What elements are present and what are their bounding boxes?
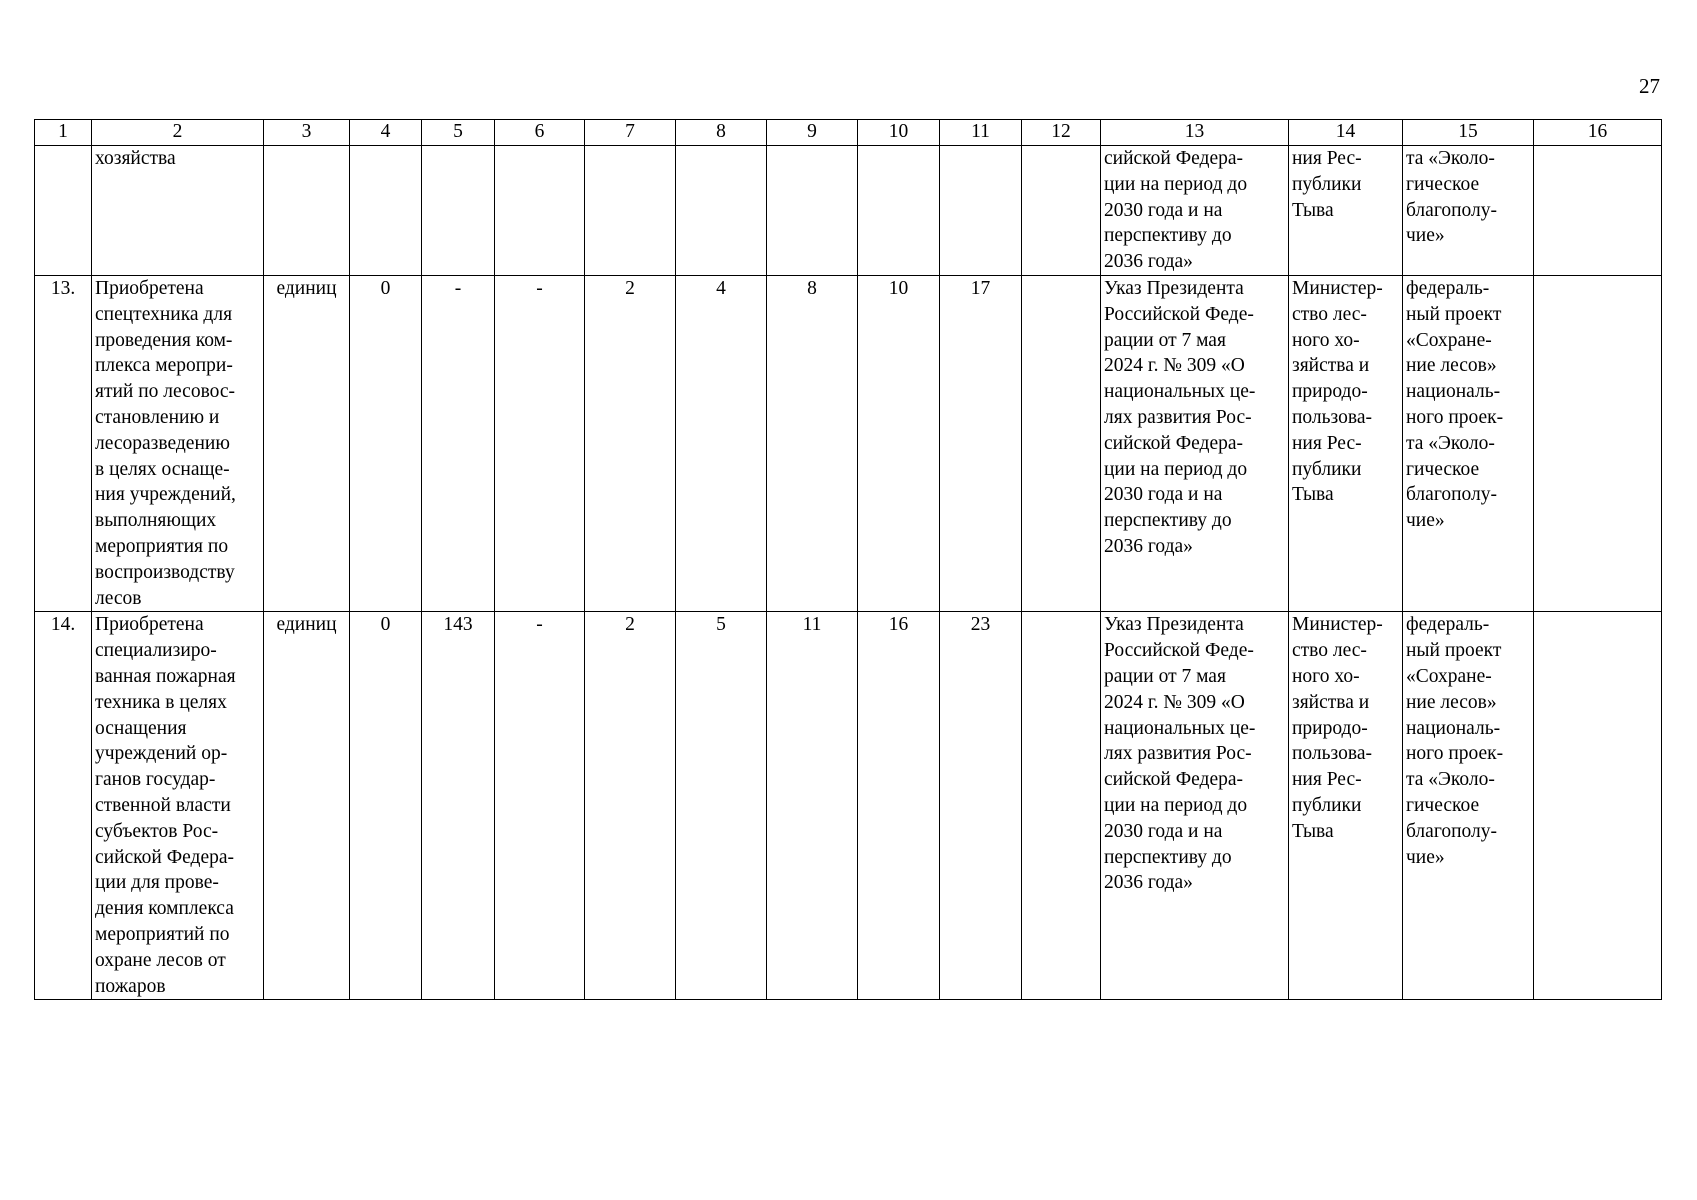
- value-cell: [858, 146, 940, 276]
- value-cell: 11: [767, 612, 858, 1000]
- document-basis-cell: сийской Федера- ции на период до 2030 года и на перспективу до 2036 года»: [1101, 146, 1289, 276]
- responsible-cell: Министер- ство лес- ного хо- зяйства и природо- пользова- ния Рес- публики Тыва: [1289, 612, 1403, 1000]
- document-basis-cell: Указ Президента Российской Феде- рации от 7 мая 2024 г. № 309 «О национальных це- лях развития Рос- сийской Федера- ции на период до 2030 года и на перспективу до 2036 года»: [1101, 612, 1289, 1000]
- row-number-cell: 13.: [35, 275, 92, 611]
- value-cell: [495, 146, 585, 276]
- column-header: 16: [1534, 120, 1662, 146]
- value-cell: [422, 146, 495, 276]
- column-header: 1: [35, 120, 92, 146]
- value-cell: [1022, 146, 1101, 276]
- value-cell: -: [495, 275, 585, 611]
- value-cell: 16: [858, 612, 940, 1000]
- indicators-table: [34, 119, 1662, 1000]
- value-cell: 10: [858, 275, 940, 611]
- header-row: [35, 120, 1662, 146]
- value-cell: [940, 146, 1022, 276]
- indicator-name-cell: Приобретена специализиро- ванная пожарная техника в целях оснащения учреждений ор- ганов государ- ственной власти субъектов Рос- сийской Федера- ции для прове- дения комплекса мероприятий по охране лесов от пожаров: [92, 612, 264, 1000]
- table-row: [35, 275, 1662, 611]
- unit-cell: единиц: [264, 275, 350, 611]
- column-header: 6: [495, 120, 585, 146]
- value-cell: 17: [940, 275, 1022, 611]
- responsible-cell: Министер- ство лес- ного хо- зяйства и природо- пользова- ния Рес- публики Тыва: [1289, 275, 1403, 611]
- responsible-cell: ния Рес- публики Тыва: [1289, 146, 1403, 276]
- value-cell: -: [495, 612, 585, 1000]
- column-header: 10: [858, 120, 940, 146]
- indicator-name-cell: Приобретена спецтехника для проведения ком- плекса меропри- ятий по лесовос- становлению и лесоразведению в целях оснаще- ния учреждений, выполняющих мероприятия по воспроизводству лесов: [92, 275, 264, 611]
- value-cell: 0: [350, 275, 422, 611]
- unit-cell: единиц: [264, 612, 350, 1000]
- column-header: 3: [264, 120, 350, 146]
- unit-cell: [264, 146, 350, 276]
- project-cell: та «Эколо- гическое благополу- чие»: [1403, 146, 1534, 276]
- note-cell: [1534, 612, 1662, 1000]
- value-cell: [585, 146, 676, 276]
- value-cell: 4: [676, 275, 767, 611]
- value-cell: 2: [585, 612, 676, 1000]
- value-cell: 23: [940, 612, 1022, 1000]
- project-cell: федераль- ный проект «Сохране- ние лесов» националь- ного проек- та «Эколо- гическое благополу- чие»: [1403, 612, 1534, 1000]
- table-row: [35, 146, 1662, 276]
- column-header: 15: [1403, 120, 1534, 146]
- value-cell: 8: [767, 275, 858, 611]
- column-header: 12: [1022, 120, 1101, 146]
- column-header: 5: [422, 120, 495, 146]
- value-cell: [1022, 275, 1101, 611]
- column-header: 2: [92, 120, 264, 146]
- value-cell: 5: [676, 612, 767, 1000]
- column-header: 9: [767, 120, 858, 146]
- project-cell: федераль- ный проект «Сохране- ние лесов» националь- ного проек- та «Эколо- гическое благополу- чие»: [1403, 275, 1534, 611]
- column-header: 13: [1101, 120, 1289, 146]
- column-header: 4: [350, 120, 422, 146]
- value-cell: 143: [422, 612, 495, 1000]
- value-cell: -: [422, 275, 495, 611]
- value-cell: [676, 146, 767, 276]
- row-number-cell: 14.: [35, 612, 92, 1000]
- column-header: 7: [585, 120, 676, 146]
- value-cell: [1022, 612, 1101, 1000]
- row-number-cell: [35, 146, 92, 276]
- value-cell: [767, 146, 858, 276]
- column-header: 14: [1289, 120, 1403, 146]
- note-cell: [1534, 146, 1662, 276]
- value-cell: 2: [585, 275, 676, 611]
- note-cell: [1534, 275, 1662, 611]
- value-cell: [350, 146, 422, 276]
- value-cell: 0: [350, 612, 422, 1000]
- document-basis-cell: Указ Президента Российской Феде- рации от 7 мая 2024 г. № 309 «О национальных це- лях развития Рос- сийской Федера- ции на период до 2030 года и на перспективу до 2036 года»: [1101, 275, 1289, 611]
- indicator-name-cell: хозяйства: [92, 146, 264, 276]
- column-header: 11: [940, 120, 1022, 146]
- page-number: 27: [1639, 74, 1660, 98]
- column-header: 8: [676, 120, 767, 146]
- table-row: [35, 612, 1662, 1000]
